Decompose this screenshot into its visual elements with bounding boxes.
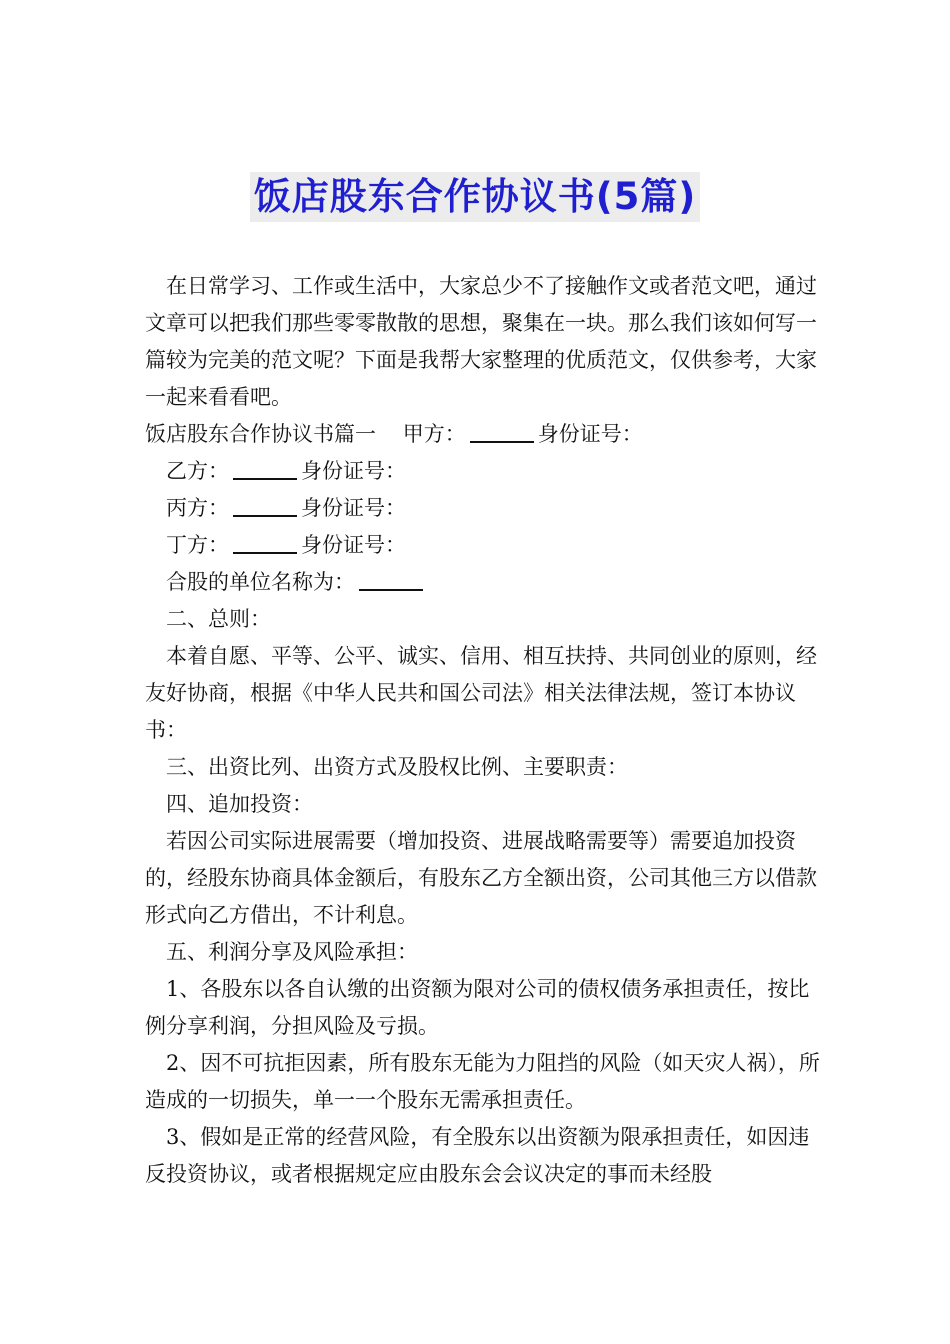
party-d-blank	[233, 532, 297, 554]
party-d-label: 丁方：	[166, 533, 229, 557]
document-title: 饭店股东合作协议书(5篇)	[250, 172, 701, 222]
party-a-blank	[470, 421, 534, 443]
party-b-id-label: 身份证号：	[301, 459, 406, 483]
section-2-text: 本着自愿、平等、公平、诚实、信用、相互扶持、共同创业的原则，经友好协商，根据《中华人民共和国公司法》相关法律法规，签订本协议书：	[145, 644, 817, 742]
party-a-id-label: 身份证号：	[537, 422, 643, 446]
company-name-line	[145, 564, 825, 601]
heading-and-party-a	[145, 416, 825, 453]
party-b-line	[145, 453, 825, 490]
item-1: 1、各股东以各自认缴的出资额为限对公司的债权债务承担责任，按比例分享利润，分担风险及亏损。	[145, 977, 810, 1038]
party-b-blank	[233, 458, 297, 480]
section-3-heading: 三、出资比列、出资方式及股权比例、主要职责：	[166, 755, 628, 779]
section-2-heading: 二、总则：	[166, 607, 271, 631]
party-c-blank	[233, 495, 297, 517]
party-a-label: 甲方：	[402, 422, 466, 446]
title-container	[0, 172, 950, 222]
section-4-heading: 四、追加投资：	[166, 792, 313, 816]
section-4-text: 若因公司实际进展需要（增加投资、进展战略需要等）需要追加投资的，经股东协商具体金额后，有股东乙方全额出资，公司其他三方以借款形式向乙方借出，不计利息。	[145, 829, 817, 927]
party-b-label: 乙方：	[166, 459, 229, 483]
party-c-label: 丙方：	[166, 496, 229, 520]
article-heading: 饭店股东合作协议书篇一	[145, 422, 376, 446]
party-c-line	[145, 490, 825, 527]
party-d-id-label: 身份证号：	[301, 533, 406, 557]
document-body	[145, 268, 825, 1193]
item-3: 3、假如是正常的经营风险，有全股东以出资额为限承担责任，如因违反投资协议，或者根据规定应由股东会会议决定的事而未经股	[145, 1125, 810, 1186]
intro-paragraph: 在日常学习、工作或生活中，大家总少不了接触作文或者范文吧，通过文章可以把我们那些零零散散的思想，聚集在一块。那么我们该如何写一篇较为完美的范文呢？下面是我帮大家整理的优质范文，仅供参考，大家一起来看看吧。	[145, 274, 817, 409]
party-d-line	[145, 527, 825, 564]
section-5-heading: 五、利润分享及风险承担：	[166, 940, 418, 964]
party-c-id-label: 身份证号：	[301, 496, 406, 520]
company-name-blank	[359, 569, 423, 591]
company-name-label: 合股的单位名称为：	[166, 570, 355, 594]
item-2: 2、因不可抗拒因素，所有股东无能为力阻挡的风险（如天灾人祸），所造成的一切损失，单一一个股东无需承担责任。	[145, 1051, 820, 1112]
